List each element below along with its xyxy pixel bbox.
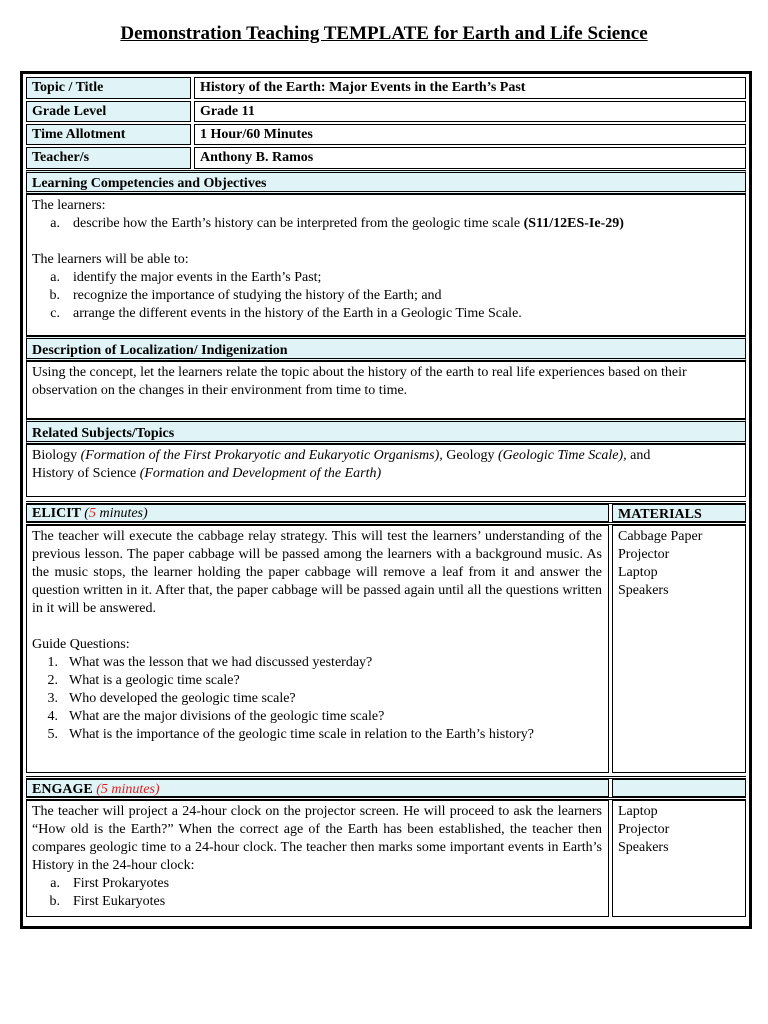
objectives-intro: The learners will be able to: bbox=[32, 252, 189, 267]
list-marker: c. bbox=[50, 306, 60, 321]
engage-text: The teacher will project a 24-hour clock on the projector screen. He will proceed to ask the learners “How old is the Earth?” When the correct age of the Earth has been established, the teacher then compares geologic time to a 24-hour clock. The teacher then marks some important events in Earth’s History in the 24-hour clock: bbox=[32, 804, 602, 873]
material-item: Projector bbox=[618, 822, 670, 837]
guide-questions-list bbox=[32, 654, 602, 744]
elicit-minutes-number: 5 bbox=[88, 506, 96, 521]
list-marker: 1. bbox=[47, 655, 58, 670]
localization-body bbox=[26, 361, 746, 419]
material-item: Cabbage Paper bbox=[618, 529, 703, 544]
guide-question bbox=[32, 654, 602, 672]
subject-geology-detail: (Geologic Time Scale), bbox=[497, 448, 627, 463]
engage-materials bbox=[612, 800, 746, 917]
grade-value: Grade 11 bbox=[194, 101, 746, 122]
objective-item bbox=[32, 287, 739, 305]
guide-question bbox=[32, 726, 602, 744]
engage-materials-heading bbox=[612, 779, 746, 797]
time-row bbox=[26, 124, 746, 145]
objective-item bbox=[32, 269, 739, 287]
guide-question bbox=[32, 690, 602, 708]
question-text: What is the importance of the geologic time scale in relation to the Earth’s history? bbox=[69, 727, 534, 742]
question-text: What was the lesson that we had discussed yesterday? bbox=[69, 655, 373, 670]
document-title: Demonstration Teaching TEMPLATE for Earth and Life Science bbox=[120, 23, 648, 44]
engage-body bbox=[26, 800, 609, 917]
objective-text: recognize the importance of studying the history of the Earth; and bbox=[73, 288, 442, 303]
list-marker: a. bbox=[50, 270, 60, 285]
material-item: Speakers bbox=[618, 840, 669, 855]
list-marker: 3. bbox=[47, 691, 58, 706]
list-marker: b. bbox=[49, 894, 60, 909]
teacher-label: Teacher/s bbox=[26, 147, 191, 169]
elicit-text: The teacher will execute the cabbage relay strategy. This will test the learners’ understanding of the previous lesson. The paper cabbage will be passed among the learners with a background music. As the music stops, the learner holding the paper cabbage will remove a leaf from it and answer the question written in it. After that, the paper cabbage will be passed again until all the questions written in it will be answered. bbox=[32, 529, 602, 616]
subject-biology: Biology bbox=[32, 448, 78, 463]
competency-text: describe how the Earth’s history can be interpreted from the geologic time scale bbox=[73, 216, 521, 231]
competency-item bbox=[32, 215, 739, 233]
paren-open: ( bbox=[96, 782, 101, 797]
list-marker: 5. bbox=[47, 727, 58, 742]
objective-text: arrange the different events in the history of the Earth in a Geologic Time Scale. bbox=[73, 306, 522, 321]
list-marker: b. bbox=[49, 288, 60, 303]
engage-minutes: 5 minutes) bbox=[100, 782, 160, 797]
list-marker: 2. bbox=[47, 673, 58, 688]
guide-question bbox=[32, 672, 602, 690]
related-body bbox=[26, 444, 746, 497]
subject-history-detail: (Formation and Development of the Earth) bbox=[139, 466, 382, 481]
subject-geology: Geology bbox=[446, 448, 495, 463]
objective-item bbox=[32, 305, 739, 323]
subject-biology-detail: (Formation of the First Prokaryotic and Eukaryotic Organisms), bbox=[80, 448, 443, 463]
event-text: First Prokaryotes bbox=[73, 876, 170, 891]
engage-header bbox=[26, 779, 609, 797]
paren-open: ( bbox=[84, 506, 89, 521]
question-text: What is a geologic time scale? bbox=[69, 673, 240, 688]
engage-body-row bbox=[26, 800, 746, 917]
material-item: Speakers bbox=[618, 583, 669, 598]
related-heading: Related Subjects/Topics bbox=[26, 419, 746, 444]
conjunction: and bbox=[630, 448, 651, 463]
question-text: Who developed the geologic time scale? bbox=[69, 691, 296, 706]
teacher-row bbox=[26, 147, 746, 169]
localization-text: Using the concept, let the learners relate the topic about the history of the earth to real life experiences based on their observation on the changes in their environment from time to time. bbox=[32, 365, 687, 398]
guide-questions-heading: Guide Questions: bbox=[32, 637, 130, 652]
topic-value: History of the Earth: Major Events in the Earth’s Past bbox=[194, 77, 746, 99]
material-item: Laptop bbox=[618, 565, 658, 580]
elicit-body-row bbox=[26, 525, 746, 773]
elicit-header bbox=[26, 504, 609, 522]
material-item: Projector bbox=[618, 547, 670, 562]
engage-header-row bbox=[26, 776, 746, 800]
event-text: First Eukaryotes bbox=[73, 894, 166, 909]
topic-row bbox=[26, 77, 746, 99]
localization-heading: Description of Localization/ Indigenization bbox=[26, 336, 746, 361]
list-marker: 4. bbox=[47, 709, 58, 724]
objective-text: identify the major events in the Earth’s Past; bbox=[73, 270, 322, 285]
question-text: What are the major divisions of the geologic time scale? bbox=[69, 709, 385, 724]
guide-question bbox=[32, 708, 602, 726]
engage-event bbox=[32, 893, 602, 911]
time-label: Time Allotment bbox=[26, 124, 191, 145]
list-marker: a. bbox=[50, 216, 60, 231]
subject-history: History of Science bbox=[32, 466, 137, 481]
lesson-plan-table bbox=[20, 71, 752, 929]
competencies-heading: Learning Competencies and Objectives bbox=[26, 170, 746, 194]
competencies-intro: The learners: bbox=[32, 198, 106, 213]
elicit-minutes-word: minutes) bbox=[99, 506, 148, 521]
engage-event bbox=[32, 875, 602, 893]
elicit-body bbox=[26, 525, 609, 773]
competencies-body bbox=[26, 194, 746, 336]
related-text bbox=[32, 447, 739, 483]
list-marker: a. bbox=[50, 876, 60, 891]
grade-label: Grade Level bbox=[26, 101, 191, 122]
competency-code: (S11/12ES-Ie-29) bbox=[523, 216, 624, 231]
topic-label: Topic / Title bbox=[26, 77, 191, 99]
teacher-value: Anthony B. Ramos bbox=[194, 147, 746, 169]
elicit-header-row bbox=[26, 501, 746, 525]
material-item: Laptop bbox=[618, 804, 658, 819]
time-value: 1 Hour/60 Minutes bbox=[194, 124, 746, 145]
elicit-materials bbox=[612, 525, 746, 773]
elicit-label: ELICIT bbox=[32, 506, 81, 521]
engage-label: ENGAGE bbox=[32, 782, 93, 797]
materials-heading: MATERIALS bbox=[612, 504, 746, 522]
engage-events-list bbox=[32, 875, 602, 911]
grade-row bbox=[26, 101, 746, 122]
